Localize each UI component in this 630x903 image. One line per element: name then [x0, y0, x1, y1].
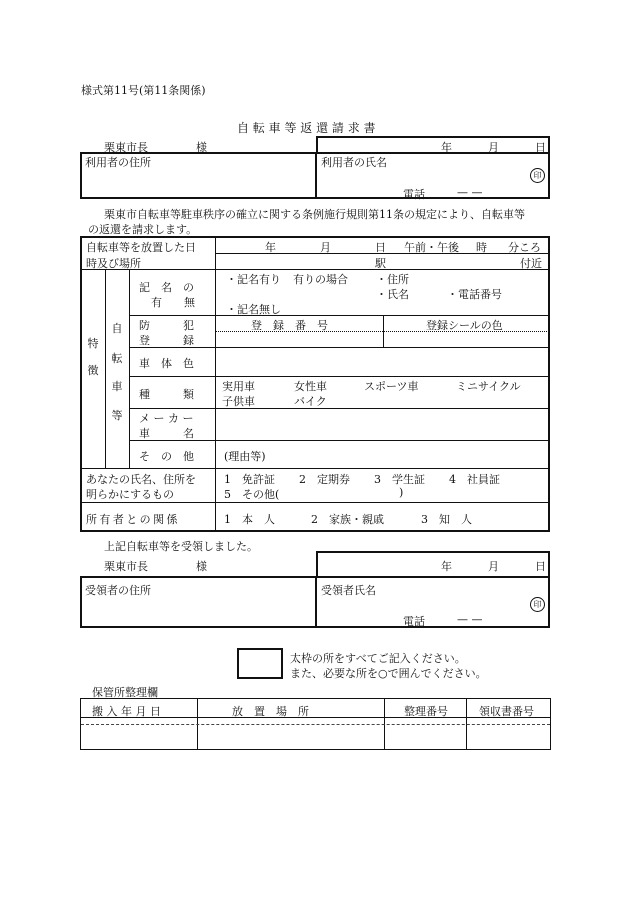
- row-line: [129, 315, 549, 316]
- receiver-phone-label: 電話: [403, 615, 425, 628]
- office-col-ref-number: 整理番号: [404, 705, 448, 718]
- relation-option[interactable]: 3 知 人: [421, 513, 472, 526]
- seal-icon: 印: [530, 168, 545, 183]
- abandon-day: 日: [375, 241, 386, 254]
- type-option[interactable]: 女性車: [294, 380, 327, 393]
- option-name-none[interactable]: ・記名無し: [226, 303, 281, 316]
- crime-reg-label-2: 登 録: [139, 334, 194, 347]
- receipt-statement: 上記自転車等を受領しました。: [104, 540, 258, 553]
- date-month-label: 月: [488, 141, 499, 154]
- id-option[interactable]: 2 定期券: [299, 473, 350, 486]
- receipt-addressee-honorific: 様: [196, 560, 207, 573]
- column-line: [105, 269, 106, 468]
- reg-number-field[interactable]: [216, 332, 382, 346]
- receipt-date-box[interactable]: [316, 551, 550, 578]
- features-label-char: 徴: [87, 364, 99, 377]
- bicycle-label-char: 自: [111, 322, 123, 335]
- office-col-receipt-number: 領収書番号: [479, 705, 534, 718]
- type-option[interactable]: 子供車: [222, 395, 255, 408]
- abandon-label-2: 時及び場所: [86, 257, 141, 270]
- office-place-field[interactable]: [198, 718, 383, 749]
- row-line: [82, 269, 549, 270]
- request-statement-line1: 栗東市自転車等駐車秩序の確立に関する条例施行規則第11条の規定により、自転車等: [104, 208, 525, 221]
- reason-label: (理由等): [224, 450, 266, 463]
- station-label: 駅: [375, 257, 386, 270]
- reg-seal-color-label: 登録シールの色: [426, 319, 503, 332]
- id-option-other-close: ): [399, 486, 404, 499]
- type-option[interactable]: ミニサイクル: [456, 380, 521, 393]
- abandon-label-1: 自転車等を放置した日: [86, 241, 196, 254]
- abandon-year: 年: [265, 241, 276, 254]
- note-line1: 太枠の所をすべてご記入ください。: [290, 652, 466, 665]
- receiver-address-label: 受領者の住所: [85, 584, 151, 597]
- name-written-label-1: 記 名 の: [139, 281, 194, 294]
- office-section-title: 保管所整理欄: [92, 686, 158, 699]
- row-line: [82, 468, 549, 469]
- receiver-name-label: 受領者氏名: [321, 584, 376, 597]
- relation-label: 所有者との関係: [86, 513, 180, 526]
- receipt-addressee: 栗東市長: [104, 560, 148, 573]
- option-name-yes[interactable]: ・記名有り: [226, 273, 281, 286]
- crime-reg-label-1: 防 犯: [139, 319, 194, 332]
- ampm-option[interactable]: 午前・午後: [404, 241, 459, 254]
- phone-dashes: — —: [457, 186, 483, 199]
- id-option[interactable]: 4 社員証: [449, 473, 500, 486]
- date-day-label: 日: [535, 141, 546, 154]
- id-option-other[interactable]: 5 その他(: [224, 488, 280, 501]
- office-intake-date-field[interactable]: [81, 718, 196, 749]
- applicant-address-label: 利用者の住所: [85, 156, 151, 169]
- option-address[interactable]: ・住所: [376, 273, 409, 286]
- maker-field[interactable]: [216, 409, 549, 440]
- abandon-month: 月: [320, 241, 331, 254]
- column-line: [215, 238, 216, 530]
- body-color-field[interactable]: [216, 348, 549, 376]
- maker-label-1: メ ー カ ー: [139, 412, 194, 425]
- reg-number-label: 登 録 番 号: [251, 319, 328, 332]
- option-phone[interactable]: ・電話番号: [447, 288, 502, 301]
- applicant-name-label: 利用者の氏名: [321, 156, 387, 169]
- maker-label-2: 車 名: [139, 427, 194, 440]
- other-field[interactable]: [216, 441, 549, 468]
- form-number: 様式第11号(第11条関係): [81, 84, 206, 97]
- phone-label: 電話: [403, 188, 425, 201]
- receipt-date-year: 年: [441, 560, 452, 573]
- abandon-hour: 時: [476, 241, 487, 254]
- receiver-phone-dashes: — —: [457, 613, 483, 626]
- office-col-intake-date: 搬 入 年 月 日: [92, 705, 161, 718]
- office-ref-number-field[interactable]: [385, 718, 465, 749]
- bicycle-label-char: 車: [111, 380, 123, 393]
- features-label-char: 特: [87, 337, 99, 350]
- nearby-label: 付近: [520, 257, 542, 270]
- receipt-date-month: 月: [488, 560, 499, 573]
- office-receipt-number-field[interactable]: [467, 718, 550, 749]
- if-yes-label: 有りの場合: [293, 273, 348, 286]
- type-option[interactable]: 実用車: [222, 380, 255, 393]
- column-line: [129, 269, 130, 468]
- thick-frame-legend-icon: [237, 648, 283, 679]
- relation-option[interactable]: 2 家族・親戚: [311, 513, 384, 526]
- office-col-place: 放 置 場 所: [232, 705, 309, 718]
- row-line: [129, 376, 549, 377]
- body-color-label: 車 体 色: [139, 357, 194, 370]
- bicycle-label-char: 転: [111, 352, 123, 365]
- date-year-label: 年: [441, 141, 452, 154]
- addressee-honorific: 様: [196, 141, 207, 154]
- id-option[interactable]: 3 学生証: [374, 473, 425, 486]
- note-line2: また、必要な所を○で囲んでください。: [290, 667, 487, 680]
- bicycle-label-char: 等: [111, 409, 123, 422]
- id-option[interactable]: 1 免許証: [224, 473, 275, 486]
- other-label: そ の 他: [139, 450, 194, 463]
- type-label: 種 類: [139, 388, 194, 401]
- abandon-minute: 分ころ: [508, 241, 541, 254]
- id-label-1: あなたの氏名、住所を: [86, 473, 196, 486]
- receipt-date-day: 日: [535, 560, 546, 573]
- row-line: [82, 502, 549, 503]
- option-name[interactable]: ・氏名: [376, 288, 409, 301]
- page-title: 自 転 車 等 返 還 請 求 書: [237, 121, 376, 135]
- addressee: 栗東市長: [104, 141, 148, 154]
- id-label-2: 明らかにするもの: [86, 488, 174, 501]
- relation-option[interactable]: 1 本 人: [224, 513, 275, 526]
- type-option[interactable]: バイク: [294, 395, 327, 408]
- request-statement-line2: の返還を請求します。: [88, 223, 198, 236]
- name-written-label-2: 有 無: [151, 296, 195, 309]
- type-option[interactable]: スポーツ車: [364, 380, 419, 393]
- reg-seal-color-field[interactable]: [385, 332, 548, 346]
- seal-icon: 印: [530, 597, 545, 612]
